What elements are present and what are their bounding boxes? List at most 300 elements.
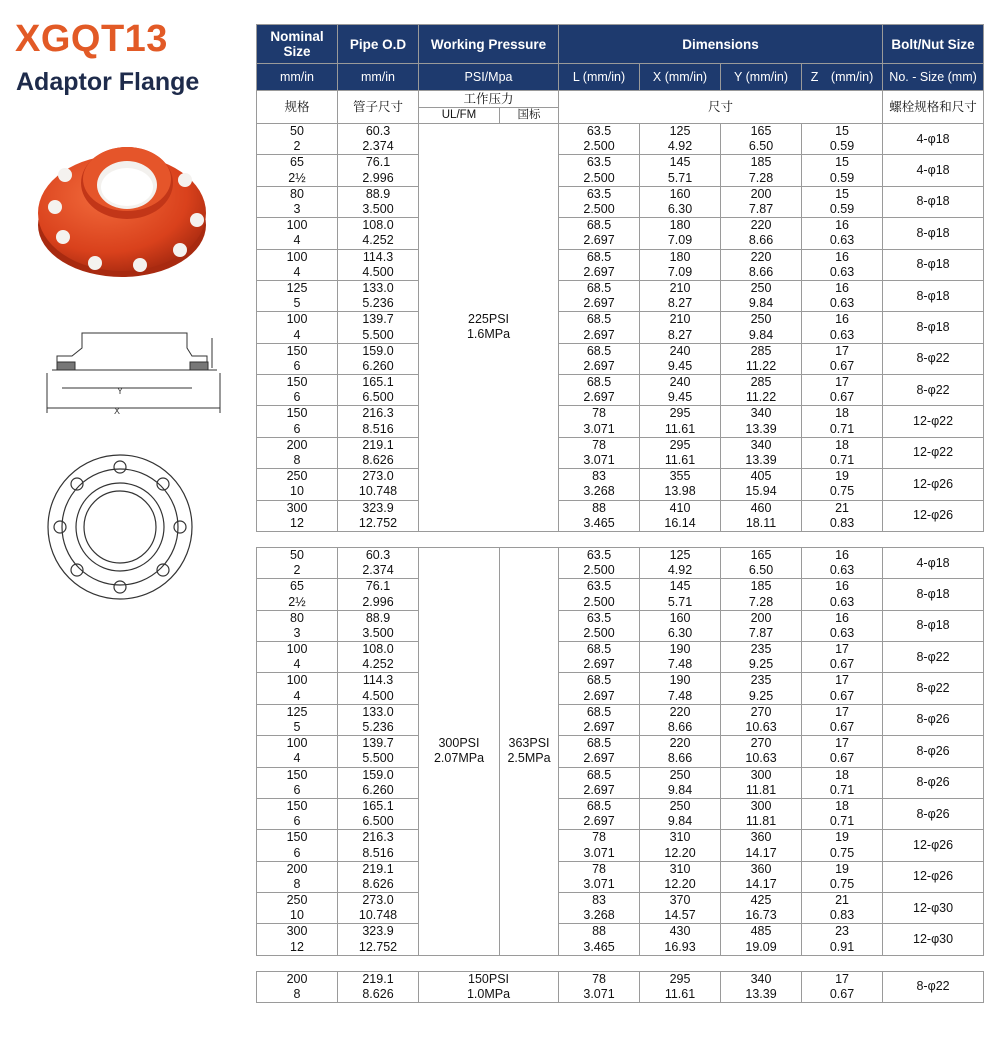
- dim-L-cell: 78: [559, 861, 640, 877]
- dim-L-cell: 2.697: [559, 359, 640, 375]
- table-row: [257, 500, 984, 516]
- dim-Y-cell: 18.11: [721, 516, 802, 532]
- dim-L-cell: 2.697: [559, 265, 640, 281]
- dim-X-cell: 8.66: [640, 751, 721, 767]
- dim-X-cell: 9.84: [640, 783, 721, 799]
- nominal-size-cell: 125: [257, 704, 338, 720]
- dim-X-cell: 12.20: [640, 845, 721, 861]
- table-row: [257, 249, 984, 265]
- dim-Y-cell: 8.66: [721, 233, 802, 249]
- pipe-od-cell: 2.374: [338, 563, 419, 579]
- table-row: [257, 437, 984, 453]
- dim-Z-cell: 0.75: [802, 484, 883, 500]
- bolt-size-cell: 12-φ22: [883, 437, 984, 468]
- dim-Y-cell: 485: [721, 924, 802, 940]
- dim-Z-cell: 0.71: [802, 422, 883, 438]
- pipe-od-cell: 6.500: [338, 390, 419, 406]
- dim-X-cell: 4.92: [640, 563, 721, 579]
- nominal-size-cell: 100: [257, 673, 338, 689]
- dim-Y-cell: 405: [721, 469, 802, 485]
- nominal-size-cell: 12: [257, 516, 338, 532]
- nominal-size-cell: 250: [257, 469, 338, 485]
- gap-cell: [257, 531, 984, 547]
- dim-X-cell: 240: [640, 343, 721, 359]
- dim-L-cell: 83: [559, 469, 640, 485]
- dim-L-cell: 68.5: [559, 767, 640, 783]
- dim-Y-cell: 300: [721, 767, 802, 783]
- table-row: [257, 422, 984, 438]
- dim-L-cell: 68.5: [559, 375, 640, 391]
- dim-Y-cell: 11.81: [721, 783, 802, 799]
- bolt-size-cell: 8-φ26: [883, 767, 984, 798]
- bolt-size-cell: 4-φ18: [883, 547, 984, 578]
- pipe-od-cell: 2.996: [338, 594, 419, 610]
- dim-L-cell: 88: [559, 924, 640, 940]
- pipe-od-cell: 2.374: [338, 139, 419, 155]
- nominal-size-cell: 65: [257, 579, 338, 595]
- bolt-size-cell: 8-φ22: [883, 673, 984, 704]
- dim-X-cell: 310: [640, 830, 721, 846]
- dim-L-cell: 3.071: [559, 987, 640, 1003]
- pipe-od-cell: 5.500: [338, 327, 419, 343]
- nominal-size-cell: 6: [257, 390, 338, 406]
- dim-Z-cell: 18: [802, 406, 883, 422]
- dim-Z-cell: 0.63: [802, 626, 883, 642]
- dim-Z-cell: 0.63: [802, 594, 883, 610]
- cn-bolt: 螺栓规格和尺寸: [883, 91, 984, 124]
- nominal-size-cell: 150: [257, 767, 338, 783]
- dim-X-cell: 220: [640, 704, 721, 720]
- nominal-size-cell: 150: [257, 830, 338, 846]
- product-panel: [0, 0, 255, 1062]
- pipe-od-cell: 60.3: [338, 547, 419, 563]
- dim-L-cell: 2.697: [559, 783, 640, 799]
- nominal-size-cell: 5: [257, 296, 338, 312]
- dim-Y-cell: 235: [721, 673, 802, 689]
- dim-X-cell: 210: [640, 312, 721, 328]
- nominal-size-cell: 200: [257, 971, 338, 987]
- dim-L-cell: 68.5: [559, 343, 640, 359]
- pipe-od-cell: 76.1: [338, 155, 419, 171]
- nominal-size-cell: 200: [257, 437, 338, 453]
- dim-X-cell: 5.71: [640, 171, 721, 187]
- nominal-size-cell: 300: [257, 924, 338, 940]
- bolt-size-cell: 8-φ26: [883, 798, 984, 829]
- bolt-size-cell: 12-φ26: [883, 830, 984, 861]
- bolt-size-cell: 8-φ18: [883, 579, 984, 610]
- nominal-size-cell: 3: [257, 626, 338, 642]
- pipe-od-cell: 76.1: [338, 579, 419, 595]
- dim-X-cell: 370: [640, 893, 721, 909]
- nominal-size-cell: 100: [257, 218, 338, 234]
- dim-Z-cell: 0.71: [802, 783, 883, 799]
- dim-Z-cell: 0.67: [802, 390, 883, 406]
- dim-Z-cell: 0.83: [802, 908, 883, 924]
- pipe-od-cell: 216.3: [338, 406, 419, 422]
- dim-Z-cell: 17: [802, 343, 883, 359]
- dim-L-cell: 2.697: [559, 814, 640, 830]
- nominal-size-cell: 65: [257, 155, 338, 171]
- dim-L-cell: 63.5: [559, 547, 640, 563]
- dim-L-cell: 2.697: [559, 296, 640, 312]
- dim-Z-cell: 18: [802, 437, 883, 453]
- pipe-od-cell: 133.0: [338, 704, 419, 720]
- cn-pressure: 工作压力: [419, 91, 559, 108]
- dim-L-cell: 2.500: [559, 202, 640, 218]
- table-row: [257, 375, 984, 391]
- dim-Z-cell: 0.63: [802, 265, 883, 281]
- dim-Z-cell: 0.71: [802, 814, 883, 830]
- spec-table: [256, 24, 984, 1003]
- table-row: [257, 218, 984, 234]
- dim-Y-cell: 14.17: [721, 845, 802, 861]
- dim-Y-cell: 11.22: [721, 359, 802, 375]
- dim-L-cell: 68.5: [559, 736, 640, 752]
- dim-X-cell: 4.92: [640, 139, 721, 155]
- dim-X-cell: 190: [640, 642, 721, 658]
- dim-Z-cell: 0.91: [802, 940, 883, 956]
- pipe-od-cell: 219.1: [338, 861, 419, 877]
- table-row: [257, 893, 984, 909]
- bolt-size-cell: 8-φ26: [883, 704, 984, 735]
- dim-X-cell: 250: [640, 798, 721, 814]
- dim-L-cell: 68.5: [559, 312, 640, 328]
- dim-Z-cell: 19: [802, 469, 883, 485]
- unit-Z: Z (mm/in): [802, 64, 883, 91]
- dim-L-cell: 2.500: [559, 563, 640, 579]
- dim-X-cell: 7.48: [640, 689, 721, 705]
- nominal-size-cell: 300: [257, 500, 338, 516]
- dim-Y-cell: 13.39: [721, 453, 802, 469]
- nominal-size-cell: 100: [257, 249, 338, 265]
- table-row: [257, 845, 984, 861]
- table-row: [257, 971, 984, 987]
- bolt-size-cell: 12-φ22: [883, 406, 984, 437]
- dim-Y-cell: 360: [721, 861, 802, 877]
- dim-Z-cell: 0.75: [802, 877, 883, 893]
- table-row: [257, 861, 984, 877]
- table-row: [257, 202, 984, 218]
- bolt-size-cell: 8-φ22: [883, 642, 984, 673]
- table-row: [257, 327, 984, 343]
- dim-Z-cell: 0.59: [802, 171, 883, 187]
- dim-Y-cell: 15.94: [721, 484, 802, 500]
- nominal-size-cell: 4: [257, 233, 338, 249]
- table-row: [257, 186, 984, 202]
- cn-spec: 规格: [257, 91, 338, 124]
- pipe-od-cell: 8.516: [338, 422, 419, 438]
- nominal-size-cell: 125: [257, 280, 338, 296]
- dim-Y-cell: 9.84: [721, 327, 802, 343]
- dim-X-cell: 125: [640, 124, 721, 140]
- dim-X-cell: 9.45: [640, 359, 721, 375]
- dim-Y-cell: 7.87: [721, 202, 802, 218]
- dim-L-cell: 3.071: [559, 845, 640, 861]
- dim-Z-cell: 0.67: [802, 359, 883, 375]
- pipe-od-cell: 12.752: [338, 516, 419, 532]
- dim-Y-cell: 270: [721, 704, 802, 720]
- pressure-gb-cell: 363PSI 2.5MPa: [500, 547, 559, 955]
- table-row: [257, 767, 984, 783]
- dim-Z-cell: 16: [802, 249, 883, 265]
- header-pipe-od: Pipe O.D: [338, 25, 419, 64]
- dim-Y-cell: 250: [721, 312, 802, 328]
- dim-Y-cell: 220: [721, 249, 802, 265]
- table-row: [257, 171, 984, 187]
- dim-Z-cell: 0.67: [802, 751, 883, 767]
- nominal-size-cell: 4: [257, 265, 338, 281]
- pipe-od-cell: 5.236: [338, 296, 419, 312]
- table-row: [257, 626, 984, 642]
- table-row: [257, 987, 984, 1003]
- dim-L-cell: 68.5: [559, 704, 640, 720]
- table-row: [257, 139, 984, 155]
- table-row: [257, 579, 984, 595]
- nominal-size-cell: 8: [257, 877, 338, 893]
- table-row: [257, 406, 984, 422]
- dim-L-cell: 68.5: [559, 218, 640, 234]
- pipe-od-cell: 6.260: [338, 783, 419, 799]
- table-row: [257, 924, 984, 940]
- pipe-od-cell: 88.9: [338, 186, 419, 202]
- dim-L-cell: 63.5: [559, 155, 640, 171]
- dim-X-cell: 6.30: [640, 202, 721, 218]
- product-code: XGQT13: [15, 18, 168, 60]
- dim-label-y: Y: [117, 386, 124, 396]
- nominal-size-cell: 4: [257, 689, 338, 705]
- dim-Y-cell: 285: [721, 375, 802, 391]
- pipe-od-cell: 323.9: [338, 500, 419, 516]
- nominal-size-cell: 150: [257, 375, 338, 391]
- nominal-size-cell: 80: [257, 610, 338, 626]
- dim-Y-cell: 7.28: [721, 594, 802, 610]
- flange-side-drawing: [42, 328, 227, 423]
- nominal-size-cell: 50: [257, 124, 338, 140]
- pipe-od-cell: 273.0: [338, 469, 419, 485]
- section-gap: [257, 955, 984, 971]
- table-row: [257, 720, 984, 736]
- dim-Z-cell: 0.63: [802, 563, 883, 579]
- pressure-cell: 150PSI 1.0MPa: [419, 971, 559, 1002]
- dim-L-cell: 2.697: [559, 689, 640, 705]
- table-row: [257, 940, 984, 956]
- nominal-size-cell: 10: [257, 484, 338, 500]
- pipe-od-cell: 5.236: [338, 720, 419, 736]
- nominal-size-cell: 50: [257, 547, 338, 563]
- pipe-od-cell: 8.516: [338, 845, 419, 861]
- table-row: [257, 563, 984, 579]
- dim-L-cell: 2.697: [559, 751, 640, 767]
- table-row: [257, 312, 984, 328]
- pipe-od-cell: 8.626: [338, 877, 419, 893]
- dim-Z-cell: 19: [802, 861, 883, 877]
- cn-pipe: 管子尺寸: [338, 91, 419, 124]
- nominal-size-cell: 100: [257, 312, 338, 328]
- table-row: [257, 689, 984, 705]
- pipe-od-cell: 219.1: [338, 971, 419, 987]
- dim-Z-cell: 0.63: [802, 296, 883, 312]
- dim-label-x: X: [114, 406, 121, 416]
- nominal-size-cell: 6: [257, 422, 338, 438]
- bolt-size-cell: 8-φ18: [883, 218, 984, 249]
- dim-X-cell: 310: [640, 861, 721, 877]
- table-row: [257, 751, 984, 767]
- pipe-od-cell: 10.748: [338, 484, 419, 500]
- dim-L-cell: 3.465: [559, 940, 640, 956]
- nominal-size-cell: 4: [257, 751, 338, 767]
- dim-Y-cell: 235: [721, 642, 802, 658]
- dim-Z-cell: 16: [802, 218, 883, 234]
- unit-pressure: PSI/Mpa: [419, 64, 559, 91]
- dim-L-cell: 2.500: [559, 626, 640, 642]
- pipe-od-cell: 88.9: [338, 610, 419, 626]
- table-row: [257, 265, 984, 281]
- dim-Y-cell: 285: [721, 343, 802, 359]
- dim-Y-cell: 13.39: [721, 987, 802, 1003]
- dim-Z-cell: 16: [802, 579, 883, 595]
- dim-X-cell: 160: [640, 186, 721, 202]
- nominal-size-cell: 8: [257, 987, 338, 1003]
- gap-cell: [257, 955, 984, 971]
- dim-Z-cell: 15: [802, 186, 883, 202]
- dim-Z-cell: 15: [802, 124, 883, 140]
- dim-X-cell: 7.09: [640, 233, 721, 249]
- dim-Z-cell: 17: [802, 642, 883, 658]
- section-gap: [257, 531, 984, 547]
- dim-X-cell: 14.57: [640, 908, 721, 924]
- dim-X-cell: 11.61: [640, 987, 721, 1003]
- pipe-od-cell: 4.500: [338, 689, 419, 705]
- cn-gb: 国标: [500, 108, 559, 124]
- nominal-size-cell: 2: [257, 563, 338, 579]
- bolt-size-cell: 8-φ22: [883, 343, 984, 374]
- dim-Y-cell: 165: [721, 124, 802, 140]
- dim-Y-cell: 185: [721, 155, 802, 171]
- dim-L-cell: 3.071: [559, 422, 640, 438]
- header-dimensions: Dimensions: [559, 25, 883, 64]
- nominal-size-cell: 100: [257, 642, 338, 658]
- dim-X-cell: 355: [640, 469, 721, 485]
- dim-Z-cell: 0.67: [802, 987, 883, 1003]
- dim-Y-cell: 13.39: [721, 422, 802, 438]
- pipe-od-cell: 133.0: [338, 280, 419, 296]
- pipe-od-cell: 273.0: [338, 893, 419, 909]
- dim-L-cell: 68.5: [559, 249, 640, 265]
- pipe-od-cell: 216.3: [338, 830, 419, 846]
- dim-X-cell: 5.71: [640, 594, 721, 610]
- pipe-od-cell: 8.626: [338, 453, 419, 469]
- pipe-od-cell: 159.0: [338, 343, 419, 359]
- pipe-od-cell: 323.9: [338, 924, 419, 940]
- table-row: [257, 594, 984, 610]
- dim-X-cell: 16.93: [640, 940, 721, 956]
- dim-Y-cell: 250: [721, 280, 802, 296]
- dim-L-cell: 2.697: [559, 657, 640, 673]
- bolt-size-cell: 8-φ18: [883, 280, 984, 311]
- bolt-size-cell: 12-φ30: [883, 893, 984, 924]
- pipe-od-cell: 4.252: [338, 233, 419, 249]
- dim-Y-cell: 7.28: [721, 171, 802, 187]
- table-row: [257, 124, 984, 140]
- pipe-od-cell: 165.1: [338, 798, 419, 814]
- dim-Z-cell: 17: [802, 375, 883, 391]
- dim-Z-cell: 17: [802, 971, 883, 987]
- dim-Z-cell: 0.59: [802, 202, 883, 218]
- pipe-od-cell: 165.1: [338, 375, 419, 391]
- pipe-od-cell: 108.0: [338, 642, 419, 658]
- dim-X-cell: 430: [640, 924, 721, 940]
- nominal-size-cell: 200: [257, 861, 338, 877]
- bolt-size-cell: 12-φ26: [883, 500, 984, 531]
- nominal-size-cell: 3: [257, 202, 338, 218]
- dim-Z-cell: 17: [802, 704, 883, 720]
- dim-L-cell: 88: [559, 500, 640, 516]
- pipe-od-cell: 114.3: [338, 249, 419, 265]
- pipe-od-cell: 4.252: [338, 657, 419, 673]
- dim-X-cell: 16.14: [640, 516, 721, 532]
- dim-L-cell: 78: [559, 406, 640, 422]
- dim-L-cell: 2.697: [559, 720, 640, 736]
- pressure-ulfm-cell: 300PSI 2.07MPa: [419, 547, 500, 955]
- dim-L-cell: 2.697: [559, 390, 640, 406]
- nominal-size-cell: 4: [257, 657, 338, 673]
- dim-L-cell: 63.5: [559, 579, 640, 595]
- pipe-od-cell: 5.500: [338, 751, 419, 767]
- dim-Y-cell: 8.66: [721, 265, 802, 281]
- dim-Y-cell: 220: [721, 218, 802, 234]
- dim-Z-cell: 15: [802, 155, 883, 171]
- bolt-size-cell: 8-φ22: [883, 375, 984, 406]
- header-bolt-nut: Bolt/Nut Size: [883, 25, 984, 64]
- dim-Y-cell: 16.73: [721, 908, 802, 924]
- dim-L-cell: 68.5: [559, 673, 640, 689]
- dim-Z-cell: 0.71: [802, 453, 883, 469]
- table-row: [257, 547, 984, 563]
- header-working-pressure: Working Pressure: [419, 25, 559, 64]
- nominal-size-cell: 8: [257, 453, 338, 469]
- dim-Z-cell: 0.83: [802, 516, 883, 532]
- dim-Y-cell: 9.25: [721, 689, 802, 705]
- unit-X: X (mm/in): [640, 64, 721, 91]
- dim-X-cell: 125: [640, 547, 721, 563]
- dim-Y-cell: 6.50: [721, 139, 802, 155]
- flange-front-drawing: [45, 452, 195, 602]
- nominal-size-cell: 150: [257, 406, 338, 422]
- pipe-od-cell: 12.752: [338, 940, 419, 956]
- dim-X-cell: 8.66: [640, 720, 721, 736]
- dim-X-cell: 13.98: [640, 484, 721, 500]
- pipe-od-cell: 3.500: [338, 202, 419, 218]
- pipe-od-cell: 60.3: [338, 124, 419, 140]
- table-row: [257, 516, 984, 532]
- table-row: [257, 233, 984, 249]
- dim-L-cell: 2.697: [559, 327, 640, 343]
- nominal-size-cell: 6: [257, 359, 338, 375]
- table-row: [257, 296, 984, 312]
- dim-L-cell: 2.500: [559, 139, 640, 155]
- dim-Y-cell: 185: [721, 579, 802, 595]
- dim-Z-cell: 0.63: [802, 327, 883, 343]
- dim-X-cell: 145: [640, 155, 721, 171]
- dim-Z-cell: 0.63: [802, 233, 883, 249]
- dim-Z-cell: 0.59: [802, 139, 883, 155]
- dim-Z-cell: 0.67: [802, 720, 883, 736]
- nominal-size-cell: 2½: [257, 594, 338, 610]
- bolt-size-cell: 8-φ18: [883, 249, 984, 280]
- dim-L-cell: 63.5: [559, 124, 640, 140]
- dim-X-cell: 7.48: [640, 657, 721, 673]
- table-row: [257, 155, 984, 171]
